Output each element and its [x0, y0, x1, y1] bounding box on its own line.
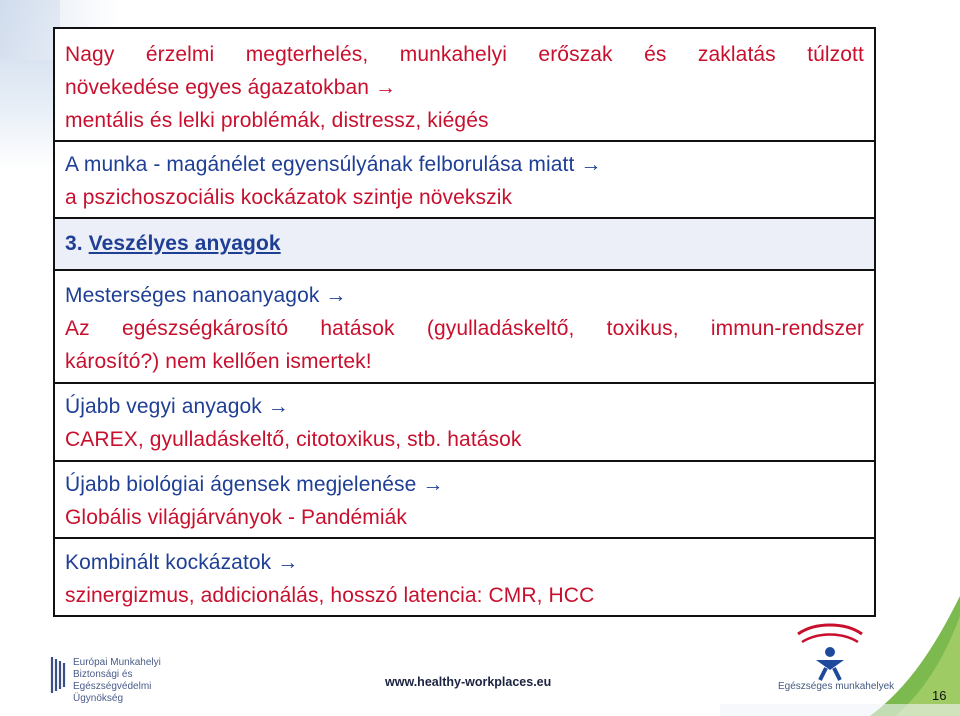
line-2: [65, 312, 864, 345]
word: toxikus,: [606, 317, 679, 340]
campaign-name: Egészséges munkahelyek: [778, 681, 895, 692]
section-heading: [55, 219, 874, 271]
word: Az: [65, 317, 90, 340]
line-1: Újabb vegyi anyagok →: [65, 395, 289, 418]
line-3: mentális és lelki problémák, distressz, kiégés: [65, 109, 489, 132]
line-3: károsító?) nem kellően ismertek!: [65, 350, 372, 373]
line-2: Globális világjárványok - Pandémiák: [65, 506, 407, 529]
line-2: növekedése egyes ágazatokban →: [65, 76, 397, 99]
agency-line: Biztonsági és Egészségvédelmi: [73, 669, 152, 692]
section-nanomaterials: [55, 271, 874, 384]
word: érzelmi: [145, 43, 215, 66]
section-biological-agents: [55, 462, 874, 539]
word: Nagy: [65, 43, 115, 66]
section-emotional-strain: [55, 29, 874, 142]
heading-number: 3.: [65, 232, 83, 255]
agency-logo-icon: [50, 655, 68, 695]
line-1: A munka - magánélet egyensúlyának felborulása miatt →: [65, 153, 602, 176]
word: (gyulladáskeltő,: [426, 317, 575, 340]
agency-name: [73, 657, 180, 705]
heading-title: Veszélyes anyagok: [88, 232, 281, 255]
heading: [65, 227, 864, 260]
line-2: szinergizmus, addicionálás, hosszó latencia: CMR, HCC: [65, 584, 595, 607]
word: egészségkárosító: [121, 317, 289, 340]
line-1: Kombinált kockázatok →: [65, 551, 299, 574]
agency-line: Európai Munkahelyi: [73, 657, 161, 668]
page-number: 16: [932, 688, 947, 703]
line-1: [65, 38, 864, 71]
word: immun-rendszer: [710, 317, 864, 340]
website-link[interactable]: www.healthy-workplaces.eu: [385, 675, 552, 689]
word: túlzott: [807, 43, 864, 66]
section-work-life-balance: [55, 142, 874, 219]
word: munkahelyi: [399, 43, 507, 66]
word: hatások: [320, 317, 395, 340]
line-2: a pszichoszociális kockázatok szintje növekszik: [65, 186, 513, 209]
word: és: [644, 43, 667, 66]
agency-line: Ügynökség: [73, 693, 124, 704]
line-1: Újabb biológiai ágensek megjelenése →: [65, 473, 444, 496]
line-1: Mesterséges nanoanyagok →: [65, 284, 347, 307]
section-chemicals: [55, 384, 874, 462]
line-2: CAREX, gyulladáskeltő, citotoxikus, stb. hatások: [65, 428, 522, 451]
content-table: [53, 27, 876, 617]
agency-logo: [50, 655, 180, 704]
word: megterhelés,: [245, 43, 369, 66]
word: erőszak: [538, 43, 613, 66]
word: zaklatás: [697, 43, 776, 66]
